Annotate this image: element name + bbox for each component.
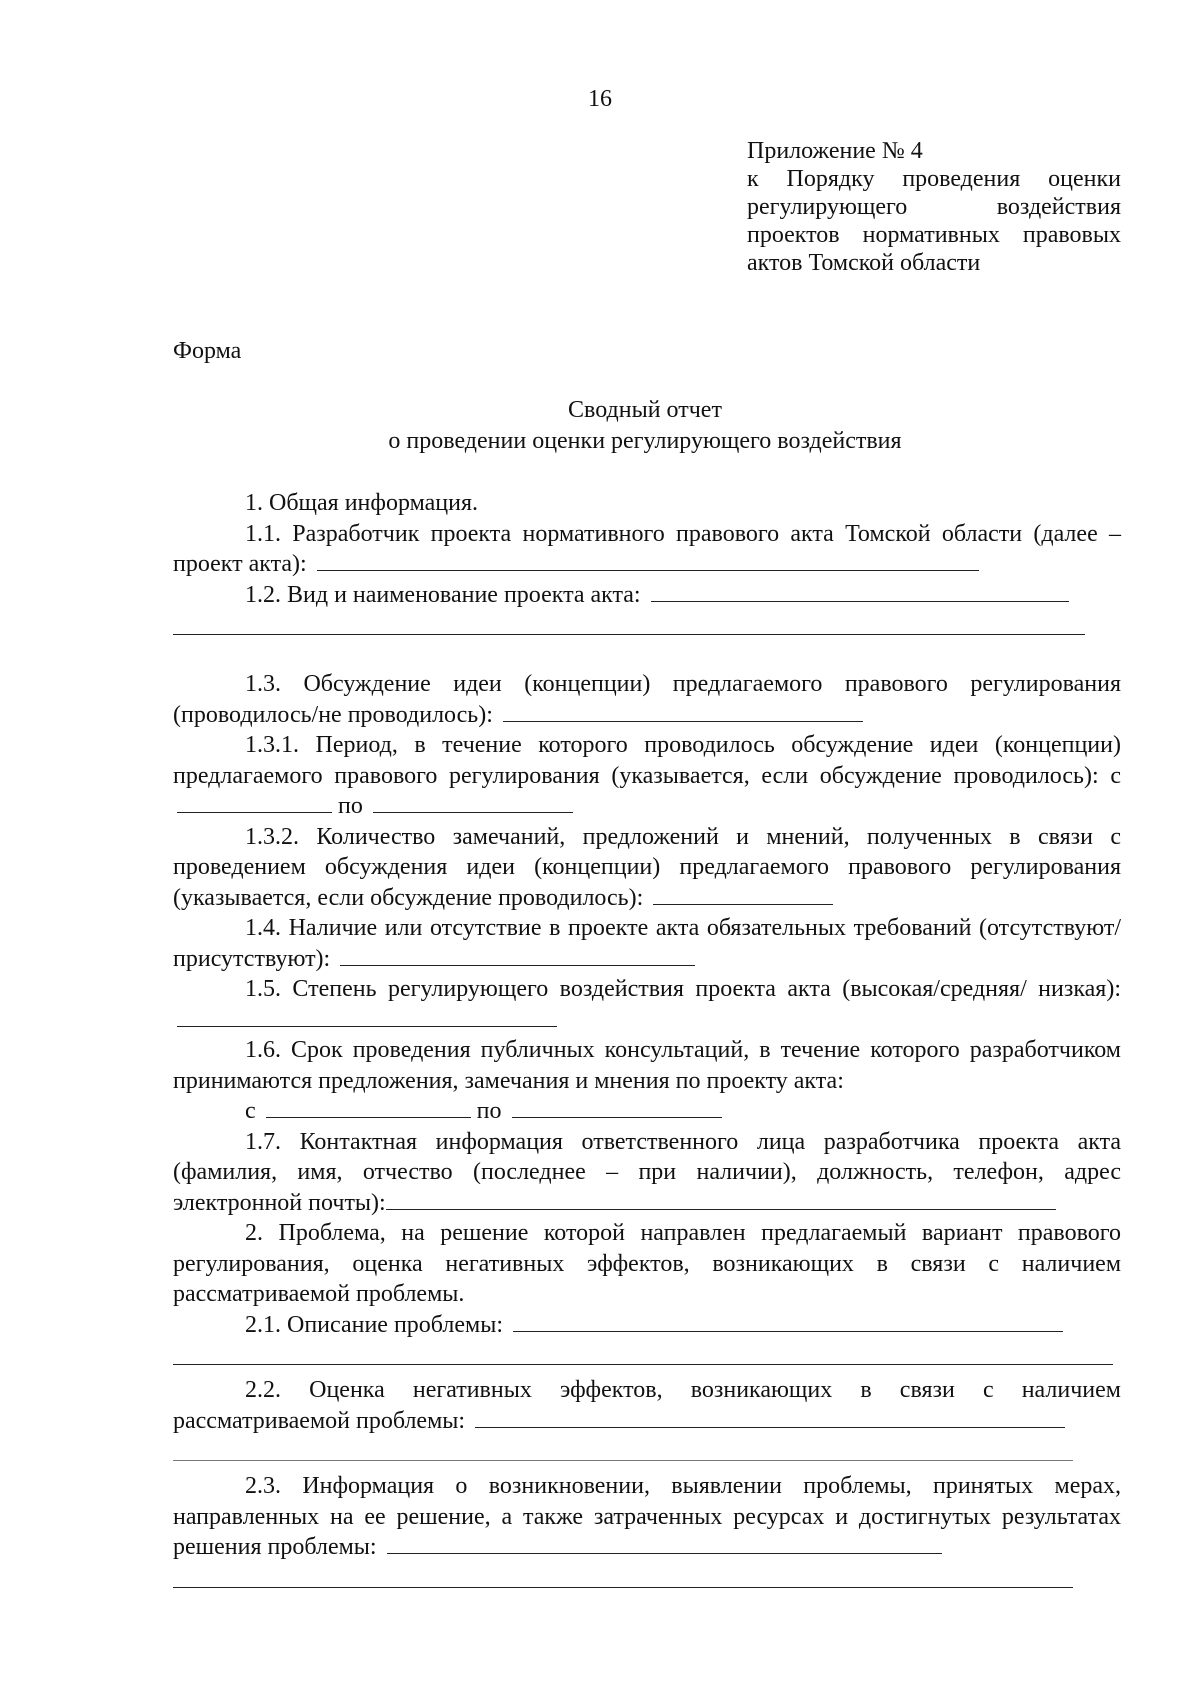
- blank-field[interactable]: [651, 581, 1069, 602]
- appendix-line: проектов нормативных правовых: [747, 222, 1121, 248]
- section-text: 2.3. Информация о возникновении, выявлении проблемы, принятых мерах, направленных на ее решение, а также затраченных ресурсах и достигнутых результатах решения проблемы:: [173, 1473, 1121, 1560]
- section-1-1: [173, 519, 1121, 580]
- section-1-6-dates: [173, 1096, 1121, 1127]
- date-from-field[interactable]: [266, 1097, 471, 1118]
- section-1-4: [173, 913, 1121, 974]
- appendix-header: [747, 137, 1121, 277]
- blank-field[interactable]: [386, 1189, 1056, 1210]
- section-text: 2.1. Описание проблемы:: [245, 1311, 504, 1338]
- blank-field[interactable]: [177, 1006, 557, 1027]
- section-text: 1.2. Вид и наименование проекта акта:: [245, 581, 641, 608]
- appendix-line: регулирующего воздействия: [747, 194, 1121, 220]
- document-body: [173, 488, 1121, 1588]
- spacer: [173, 1461, 1121, 1471]
- section-text: с: [245, 1098, 256, 1124]
- blank-field[interactable]: [653, 884, 833, 905]
- blank-field[interactable]: [317, 550, 979, 571]
- section-text: 2. Проблема, на решение которой направлен предлагаемый вариант правового регулирования, оценка негативных эффектов, возникающих в связи с наличием рассматриваемой проблемы.: [173, 1220, 1121, 1307]
- appendix-title: Приложение № 4: [747, 138, 923, 164]
- section-text: 1.1. Разработчик проекта нормативного правового акта Томской области (далее – проект акта):: [173, 520, 1121, 577]
- section-2-2: [173, 1375, 1121, 1436]
- section-1-6: [173, 1035, 1121, 1096]
- blank-field[interactable]: [503, 701, 863, 722]
- date-from-field[interactable]: [177, 792, 332, 813]
- section-2-1: [173, 1310, 1121, 1341]
- blank-field[interactable]: [475, 1407, 1065, 1428]
- section-text: 1.6. Срок проведения публичных консультаций, в течение которого разработчиком принимаются предложения, замечания и мнения по проекту акта:: [173, 1037, 1121, 1094]
- section-1-3: [173, 669, 1121, 730]
- blank-field[interactable]: [340, 945, 695, 966]
- blank-line[interactable]: [173, 610, 1085, 635]
- section-text: 1.3.1. Период, в течение которого проводилось обсуждение идеи (концепции) предлагаемого правового регулирования (указывается, если обсуждение проводилось): с: [173, 732, 1121, 789]
- section-1-3-1: [173, 730, 1121, 822]
- section-text: 1.5. Степень регулирующего воздействия проекта акта (высокая/средняя/ низкая):: [245, 976, 1121, 1002]
- blank-line[interactable]: [173, 1340, 1113, 1365]
- spacer: [173, 1365, 1121, 1375]
- appendix-line: актов Томской области: [747, 250, 981, 276]
- section-1-2: [173, 580, 1121, 611]
- section-text: по: [476, 1098, 502, 1124]
- page-number: 16: [588, 86, 612, 112]
- section-1-7: [173, 1127, 1121, 1219]
- spacer: [173, 635, 1121, 669]
- section-1-5: [173, 974, 1121, 1035]
- section-text: 2.2. Оценка негативных эффектов, возникающих в связи с наличием рассматриваемой проблемы:: [173, 1377, 1121, 1434]
- section-text: 1.3. Обсуждение идеи (концепции) предлагаемого правового регулирования (проводилось/не проводилось):: [173, 671, 1121, 728]
- section-text: по: [338, 793, 363, 819]
- form-label: Форма: [173, 338, 242, 364]
- blank-field[interactable]: [387, 1533, 942, 1554]
- section-2-heading: [173, 1218, 1121, 1310]
- section-1-heading: [173, 488, 1121, 519]
- section-1-3-2: [173, 822, 1121, 914]
- section-text: 1.3.2. Количество замечаний, предложений и мнений, полученных в связи с проведением обсуждения идеи (концепции) предлагаемого правового регулирования (указывается, если обсуждение проводилось):: [173, 823, 1121, 911]
- section-2-3: [173, 1471, 1121, 1563]
- section-text: 1.4. Наличие или отсутствие в проекте акта обязательных требований (отсутствуют/присутствуют):: [173, 915, 1121, 972]
- date-to-field[interactable]: [373, 792, 573, 813]
- date-to-field[interactable]: [512, 1097, 722, 1118]
- document-title: [0, 395, 1200, 457]
- title-line-2: о проведении оценки регулирующего воздействия: [388, 428, 902, 454]
- section-text: 1. Общая информация.: [245, 490, 478, 516]
- blank-line[interactable]: [173, 1563, 1073, 1588]
- blank-line[interactable]: [173, 1436, 1073, 1461]
- blank-field[interactable]: [513, 1311, 1063, 1332]
- appendix-line: к Порядку проведения оценки: [747, 166, 1121, 192]
- section-text: 1.7. Контактная информация ответственного лица разработчика проекта акта (фамилия, имя, отчество (последнее – при наличии), должность, телефон, адрес электронной почты):: [173, 1128, 1121, 1216]
- title-line-1: Сводный отчет: [568, 397, 722, 423]
